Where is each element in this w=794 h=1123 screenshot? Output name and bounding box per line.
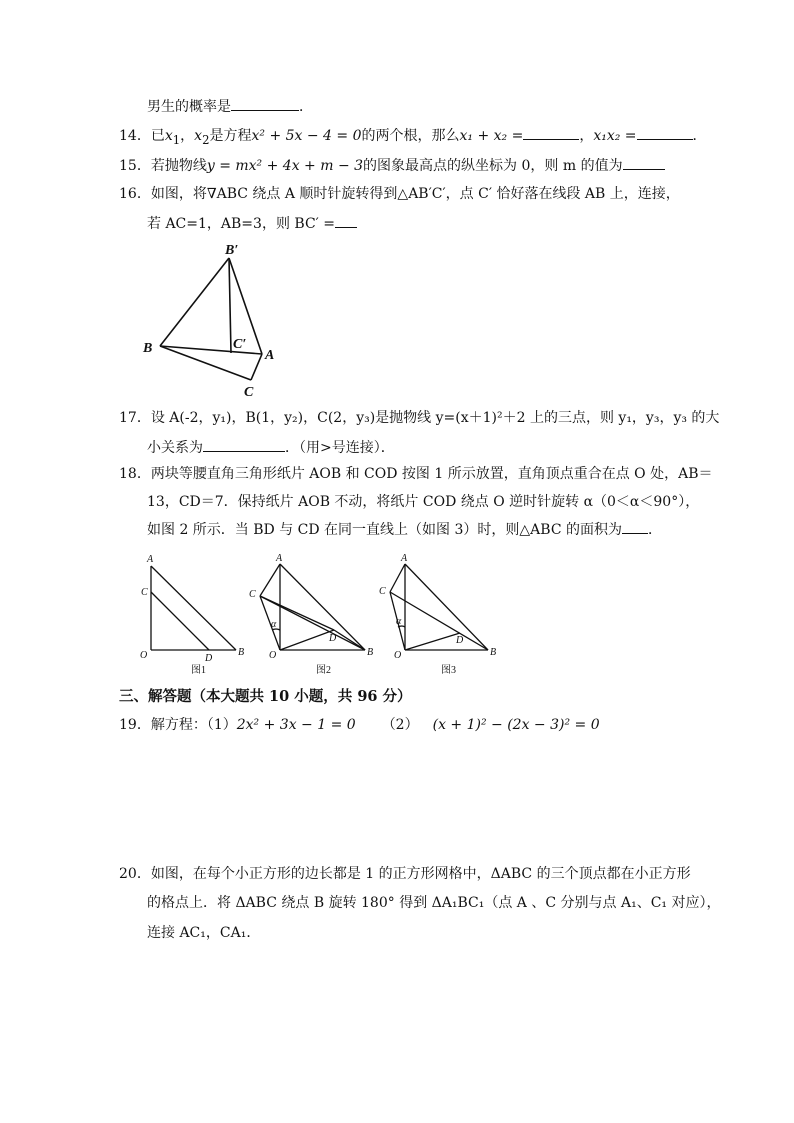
q15-blank [623, 155, 665, 170]
q18-text-2: 13，CD＝7．保持纸片 AOB 不动，将纸片 COD 绕点 O 逆时针旋转 α（0＜α＜90°）， [147, 494, 700, 510]
q19-equation-1: 2x² + 3x − 1 = 0 [236, 717, 356, 733]
q14-number: 14． [119, 128, 151, 144]
q17-text-2b: ．（用>号连接）． [285, 440, 395, 456]
fig2-label-C: C [249, 589, 256, 600]
q16-label-B: B [143, 341, 153, 356]
q18-line-2 [147, 492, 699, 512]
q14-x1: x [164, 128, 173, 144]
q18-text-3a: 如图 2 所示．当 BD 与 CD 在同一直线上（如图 3）时，则△ABC 的面积为 [147, 522, 623, 538]
q15-equation: y = mx² + 4x + m − 3 [206, 158, 364, 174]
fig2-CD [260, 596, 334, 630]
fig3-label-A: A [401, 553, 408, 564]
fig1-AB [151, 566, 236, 650]
fig3-label-O: O [394, 650, 402, 661]
fig1-label-O: O [140, 650, 148, 661]
fig2-CO [260, 596, 280, 650]
q20-line-2 [147, 893, 720, 913]
q14-end: ． [692, 128, 707, 144]
q20-text-3: 连接 AC₁，CA₁． [147, 925, 261, 941]
q15-text-2: 的图象最高点的纵坐标为 0，则 m 的值为 [363, 158, 623, 174]
q17-blank [203, 437, 285, 452]
q19-text-2: （2） [381, 717, 419, 733]
q16-line-1 [119, 184, 680, 204]
q16-seg-BBp [160, 258, 229, 346]
q15-line [119, 155, 665, 176]
q18-text-1: 两块等腰直角三角形纸片 AOB 和 COD 按图 1 所示放置，直角顶点重合在点 O 处，AB＝ [150, 466, 713, 482]
q16-label-Bp: B′ [225, 243, 239, 258]
q14-blank-2 [637, 125, 693, 140]
fig2-DB [334, 630, 365, 650]
q18-number: 18． [119, 466, 151, 482]
fig1-caption: 图1 [191, 665, 206, 676]
q20-text-2: 的格点上．将 ΔABC 绕点 B 旋转 180° 得到 ΔA₁BC₁（点 A 、C 分别与点 A₁、C₁ 对应）， [147, 895, 721, 911]
fig3-label-B: B [490, 647, 497, 658]
q18-figure-1 [151, 566, 236, 650]
section-3-title: 三、解答题（本大题共 10 小题，共 96 分） [119, 688, 412, 705]
fig1-CD [151, 592, 209, 650]
fig3-label-alpha: α [396, 616, 402, 627]
q19-equation-2: (x + 1)² − (2x − 3)² = 0 [432, 717, 600, 733]
q16-label-Cp: C′ [233, 337, 247, 352]
q14-text-3: 的两个根，那么 [361, 128, 460, 144]
fig2-label-alpha: α [271, 619, 277, 630]
q16-text-1: 如图，将∇ABC 绕点 A 顺时针旋转得到△AB′C′，点 C′ 恰好落在线段 AB 上，连接， [150, 186, 680, 202]
q16-text-2: 若 AC=1，AB=3，则 BC′ = [147, 216, 336, 232]
fig3-CDB [390, 592, 488, 650]
q13-line [147, 96, 313, 117]
q15-text-1: 若抛物线 [150, 158, 207, 174]
fig2-label-O: O [269, 650, 277, 661]
q20-number: 20． [119, 866, 151, 882]
q16-label-C: C [244, 385, 254, 400]
q14-text-2: 是方程 [209, 128, 252, 144]
q16-blank [335, 213, 357, 228]
q18-blank [622, 519, 648, 534]
q14-x2: x [194, 128, 203, 144]
q16-seg-AC [251, 354, 262, 380]
q19-line [119, 715, 600, 735]
q18-line-1 [119, 464, 713, 484]
q16-number: 16． [119, 186, 151, 202]
q18-text-3b: ． [648, 522, 663, 538]
q16-seg-BA [160, 346, 262, 354]
q16-seg-BpA [229, 258, 262, 354]
q16-seg-BpCp [229, 258, 231, 353]
q18-figure-2 [260, 564, 365, 650]
q18-figure-3 [390, 564, 488, 650]
q14-line [119, 125, 707, 150]
fig2-AB [280, 564, 365, 650]
fig2-label-D: D [329, 633, 337, 644]
q13-end: ． [299, 99, 313, 115]
fig3-AC [390, 564, 405, 592]
fig3-label-D: D [456, 635, 464, 646]
q17-number: 17． [119, 410, 151, 426]
q14-x1-sub: 1 [172, 132, 181, 147]
fig2-OD [280, 630, 334, 650]
fig2-caption: 图2 [316, 665, 331, 676]
q20-text-1: 如图，在每个小正方形的边长都是 1 的正方形网格中，ΔABC 的三个顶点都在小正方形 [150, 866, 691, 882]
q13-blank [231, 96, 299, 111]
q14-sep: ， [180, 128, 195, 144]
q14-text-1: 已 [150, 128, 165, 144]
fig1-label-B: B [238, 647, 245, 658]
fig3-label-C: C [379, 586, 386, 597]
fig2-CB [260, 596, 365, 650]
fig3-CO [390, 592, 405, 650]
q14-equation: x² + 5x − 4 = 0 [251, 128, 362, 144]
q17-line-2 [147, 437, 395, 458]
q17-text-1: 设 A(-2，y₁)，B(1，y₂)，C(2，y₃)是抛物线 y=(x＋1)²＋2 上的三点，则 y₁，y₃，y₃ 的大 [150, 410, 720, 426]
fig2-label-B: B [367, 647, 374, 658]
q19-text-1: 解方程：（1） [150, 717, 237, 733]
q14-product: x₁x₂ = [593, 128, 637, 144]
q13-text: 男生的概率是 [147, 99, 231, 115]
q16-line-2 [147, 213, 357, 234]
fig1-label-C: C [141, 587, 148, 598]
fig2-angle-arc [272, 629, 280, 630]
q17-line-1 [119, 408, 719, 428]
q20-line-3 [147, 923, 260, 943]
fig1-label-A: A [147, 554, 154, 565]
fig2-AC [260, 564, 280, 596]
q18-line-3 [147, 519, 662, 540]
fig1-label-D: D [205, 653, 213, 664]
q17-text-2a: 小关系为 [147, 440, 203, 456]
fig3-angle-arc [398, 626, 405, 627]
q16-label-A: A [265, 348, 275, 363]
q15-number: 15． [119, 158, 151, 174]
q19-number: 19． [119, 717, 151, 733]
q16-seg-BC [160, 346, 251, 380]
fig3-AB [405, 564, 488, 650]
q14-x2-sub: 2 [202, 132, 210, 147]
q14-sep-2: ， [579, 128, 594, 144]
fig3-OD [405, 633, 460, 650]
q14-sum: x₁ + x₂ = [459, 128, 524, 144]
q20-line-1 [119, 864, 691, 884]
q14-blank-1 [523, 125, 579, 140]
fig2-label-A: A [276, 553, 283, 564]
fig3-caption: 图3 [441, 665, 456, 676]
